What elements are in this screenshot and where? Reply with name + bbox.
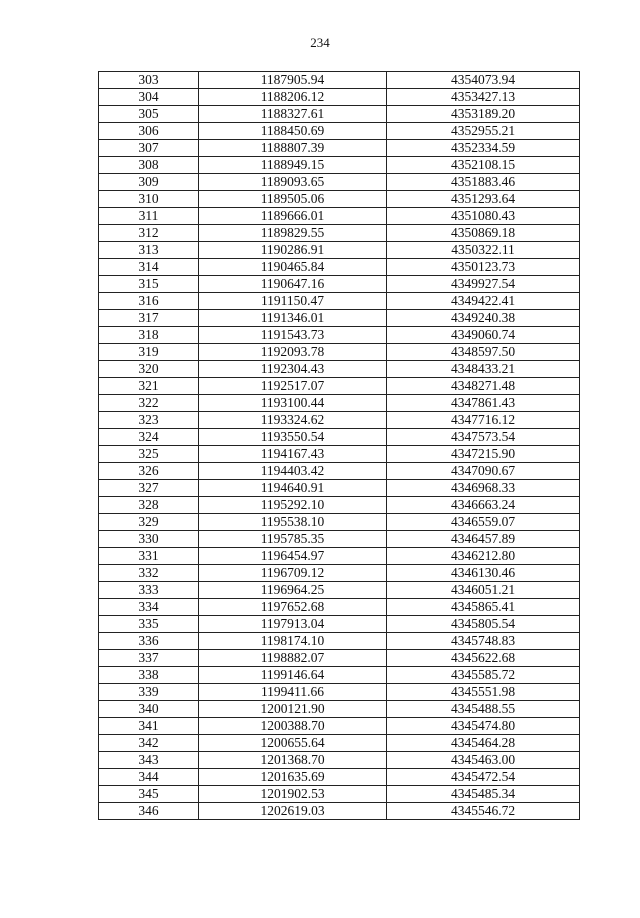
x-coordinate-cell: 1202619.03 bbox=[199, 803, 387, 820]
x-coordinate-cell: 1197913.04 bbox=[199, 616, 387, 633]
x-coordinate-cell: 1188206.12 bbox=[199, 89, 387, 106]
table-row bbox=[99, 106, 580, 123]
y-coordinate-cell: 4345488.55 bbox=[387, 701, 580, 718]
point-number-cell: 329 bbox=[99, 514, 199, 531]
y-coordinate-cell: 4345474.80 bbox=[387, 718, 580, 735]
x-coordinate-cell: 1195785.35 bbox=[199, 531, 387, 548]
y-coordinate-cell: 4354073.94 bbox=[387, 72, 580, 89]
y-coordinate-cell: 4345463.00 bbox=[387, 752, 580, 769]
table-row bbox=[99, 344, 580, 361]
point-number-cell: 315 bbox=[99, 276, 199, 293]
point-number-cell: 321 bbox=[99, 378, 199, 395]
x-coordinate-cell: 1190647.16 bbox=[199, 276, 387, 293]
y-coordinate-cell: 4346457.89 bbox=[387, 531, 580, 548]
y-coordinate-cell: 4352108.15 bbox=[387, 157, 580, 174]
table-row bbox=[99, 548, 580, 565]
table-row bbox=[99, 361, 580, 378]
point-number-cell: 319 bbox=[99, 344, 199, 361]
table-row bbox=[99, 633, 580, 650]
x-coordinate-cell: 1191543.73 bbox=[199, 327, 387, 344]
y-coordinate-cell: 4353189.20 bbox=[387, 106, 580, 123]
point-number-cell: 325 bbox=[99, 446, 199, 463]
table-row bbox=[99, 259, 580, 276]
y-coordinate-cell: 4348433.21 bbox=[387, 361, 580, 378]
point-number-cell: 313 bbox=[99, 242, 199, 259]
x-coordinate-cell: 1188327.61 bbox=[199, 106, 387, 123]
table-row bbox=[99, 140, 580, 157]
y-coordinate-cell: 4347215.90 bbox=[387, 446, 580, 463]
y-coordinate-cell: 4345865.41 bbox=[387, 599, 580, 616]
point-number-cell: 322 bbox=[99, 395, 199, 412]
y-coordinate-cell: 4346130.46 bbox=[387, 565, 580, 582]
x-coordinate-cell: 1194403.42 bbox=[199, 463, 387, 480]
x-coordinate-cell: 1195292.10 bbox=[199, 497, 387, 514]
x-coordinate-cell: 1200121.90 bbox=[199, 701, 387, 718]
table-row bbox=[99, 616, 580, 633]
point-number-cell: 311 bbox=[99, 208, 199, 225]
point-number-cell: 318 bbox=[99, 327, 199, 344]
x-coordinate-cell: 1192517.07 bbox=[199, 378, 387, 395]
point-number-cell: 341 bbox=[99, 718, 199, 735]
point-number-cell: 338 bbox=[99, 667, 199, 684]
y-coordinate-cell: 4345546.72 bbox=[387, 803, 580, 820]
y-coordinate-cell: 4346968.33 bbox=[387, 480, 580, 497]
x-coordinate-cell: 1193100.44 bbox=[199, 395, 387, 412]
point-number-cell: 339 bbox=[99, 684, 199, 701]
table-row bbox=[99, 123, 580, 140]
point-number-cell: 331 bbox=[99, 548, 199, 565]
y-coordinate-cell: 4351883.46 bbox=[387, 174, 580, 191]
table-row bbox=[99, 72, 580, 89]
point-number-cell: 340 bbox=[99, 701, 199, 718]
table-row bbox=[99, 412, 580, 429]
table-row bbox=[99, 225, 580, 242]
x-coordinate-cell: 1194167.43 bbox=[199, 446, 387, 463]
y-coordinate-cell: 4345485.34 bbox=[387, 786, 580, 803]
point-number-cell: 309 bbox=[99, 174, 199, 191]
table-row bbox=[99, 446, 580, 463]
table-row bbox=[99, 565, 580, 582]
y-coordinate-cell: 4346559.07 bbox=[387, 514, 580, 531]
table-row bbox=[99, 752, 580, 769]
point-number-cell: 345 bbox=[99, 786, 199, 803]
x-coordinate-cell: 1195538.10 bbox=[199, 514, 387, 531]
table-row bbox=[99, 735, 580, 752]
x-coordinate-cell: 1199146.64 bbox=[199, 667, 387, 684]
y-coordinate-cell: 4345622.68 bbox=[387, 650, 580, 667]
table-row bbox=[99, 327, 580, 344]
x-coordinate-cell: 1198882.07 bbox=[199, 650, 387, 667]
y-coordinate-cell: 4346663.24 bbox=[387, 497, 580, 514]
point-number-cell: 306 bbox=[99, 123, 199, 140]
y-coordinate-cell: 4348597.50 bbox=[387, 344, 580, 361]
coordinate-table bbox=[98, 71, 580, 820]
point-number-cell: 308 bbox=[99, 157, 199, 174]
y-coordinate-cell: 4350123.73 bbox=[387, 259, 580, 276]
point-number-cell: 330 bbox=[99, 531, 199, 548]
table-row bbox=[99, 701, 580, 718]
table-row bbox=[99, 463, 580, 480]
x-coordinate-cell: 1196964.25 bbox=[199, 582, 387, 599]
y-coordinate-cell: 4345805.54 bbox=[387, 616, 580, 633]
point-number-cell: 336 bbox=[99, 633, 199, 650]
table-body bbox=[99, 72, 580, 820]
table-row bbox=[99, 718, 580, 735]
point-number-cell: 342 bbox=[99, 735, 199, 752]
table-row bbox=[99, 429, 580, 446]
table-row bbox=[99, 582, 580, 599]
y-coordinate-cell: 4347090.67 bbox=[387, 463, 580, 480]
table-row bbox=[99, 803, 580, 820]
x-coordinate-cell: 1189829.55 bbox=[199, 225, 387, 242]
x-coordinate-cell: 1199411.66 bbox=[199, 684, 387, 701]
y-coordinate-cell: 4350869.18 bbox=[387, 225, 580, 242]
point-number-cell: 346 bbox=[99, 803, 199, 820]
table-row bbox=[99, 480, 580, 497]
point-number-cell: 333 bbox=[99, 582, 199, 599]
table-row bbox=[99, 89, 580, 106]
point-number-cell: 335 bbox=[99, 616, 199, 633]
table-row bbox=[99, 242, 580, 259]
x-coordinate-cell: 1196709.12 bbox=[199, 565, 387, 582]
table-row bbox=[99, 378, 580, 395]
point-number-cell: 314 bbox=[99, 259, 199, 276]
x-coordinate-cell: 1190465.84 bbox=[199, 259, 387, 276]
table-row bbox=[99, 531, 580, 548]
x-coordinate-cell: 1191150.47 bbox=[199, 293, 387, 310]
point-number-cell: 307 bbox=[99, 140, 199, 157]
table-row bbox=[99, 310, 580, 327]
x-coordinate-cell: 1190286.91 bbox=[199, 242, 387, 259]
y-coordinate-cell: 4350322.11 bbox=[387, 242, 580, 259]
y-coordinate-cell: 4346212.80 bbox=[387, 548, 580, 565]
y-coordinate-cell: 4351080.43 bbox=[387, 208, 580, 225]
point-number-cell: 326 bbox=[99, 463, 199, 480]
table-row bbox=[99, 769, 580, 786]
x-coordinate-cell: 1187905.94 bbox=[199, 72, 387, 89]
table-row bbox=[99, 191, 580, 208]
x-coordinate-cell: 1201635.69 bbox=[199, 769, 387, 786]
table-row bbox=[99, 497, 580, 514]
x-coordinate-cell: 1188450.69 bbox=[199, 123, 387, 140]
x-coordinate-cell: 1201902.53 bbox=[199, 786, 387, 803]
point-number-cell: 310 bbox=[99, 191, 199, 208]
x-coordinate-cell: 1192304.43 bbox=[199, 361, 387, 378]
table-row bbox=[99, 514, 580, 531]
point-number-cell: 305 bbox=[99, 106, 199, 123]
x-coordinate-cell: 1189666.01 bbox=[199, 208, 387, 225]
x-coordinate-cell: 1189093.65 bbox=[199, 174, 387, 191]
point-number-cell: 317 bbox=[99, 310, 199, 327]
y-coordinate-cell: 4345585.72 bbox=[387, 667, 580, 684]
table-row bbox=[99, 174, 580, 191]
y-coordinate-cell: 4349927.54 bbox=[387, 276, 580, 293]
table-row bbox=[99, 650, 580, 667]
y-coordinate-cell: 4347861.43 bbox=[387, 395, 580, 412]
y-coordinate-cell: 4346051.21 bbox=[387, 582, 580, 599]
y-coordinate-cell: 4352955.21 bbox=[387, 123, 580, 140]
point-number-cell: 304 bbox=[99, 89, 199, 106]
x-coordinate-cell: 1188807.39 bbox=[199, 140, 387, 157]
table-row bbox=[99, 395, 580, 412]
y-coordinate-cell: 4345472.54 bbox=[387, 769, 580, 786]
table-row bbox=[99, 208, 580, 225]
point-number-cell: 327 bbox=[99, 480, 199, 497]
y-coordinate-cell: 4347716.12 bbox=[387, 412, 580, 429]
point-number-cell: 328 bbox=[99, 497, 199, 514]
point-number-cell: 324 bbox=[99, 429, 199, 446]
point-number-cell: 344 bbox=[99, 769, 199, 786]
point-number-cell: 343 bbox=[99, 752, 199, 769]
point-number-cell: 303 bbox=[99, 72, 199, 89]
point-number-cell: 337 bbox=[99, 650, 199, 667]
x-coordinate-cell: 1192093.78 bbox=[199, 344, 387, 361]
table-row bbox=[99, 684, 580, 701]
page-number: 234 bbox=[310, 35, 330, 50]
table-row bbox=[99, 786, 580, 803]
x-coordinate-cell: 1196454.97 bbox=[199, 548, 387, 565]
table-row bbox=[99, 599, 580, 616]
x-coordinate-cell: 1193324.62 bbox=[199, 412, 387, 429]
x-coordinate-cell: 1191346.01 bbox=[199, 310, 387, 327]
y-coordinate-cell: 4347573.54 bbox=[387, 429, 580, 446]
x-coordinate-cell: 1197652.68 bbox=[199, 599, 387, 616]
table-row bbox=[99, 293, 580, 310]
y-coordinate-cell: 4352334.59 bbox=[387, 140, 580, 157]
x-coordinate-cell: 1201368.70 bbox=[199, 752, 387, 769]
x-coordinate-cell: 1189505.06 bbox=[199, 191, 387, 208]
point-number-cell: 312 bbox=[99, 225, 199, 242]
y-coordinate-cell: 4345551.98 bbox=[387, 684, 580, 701]
x-coordinate-cell: 1200655.64 bbox=[199, 735, 387, 752]
x-coordinate-cell: 1194640.91 bbox=[199, 480, 387, 497]
table-row bbox=[99, 667, 580, 684]
y-coordinate-cell: 4349422.41 bbox=[387, 293, 580, 310]
y-coordinate-cell: 4351293.64 bbox=[387, 191, 580, 208]
point-number-cell: 332 bbox=[99, 565, 199, 582]
y-coordinate-cell: 4348271.48 bbox=[387, 378, 580, 395]
point-number-cell: 334 bbox=[99, 599, 199, 616]
table-row bbox=[99, 157, 580, 174]
y-coordinate-cell: 4353427.13 bbox=[387, 89, 580, 106]
y-coordinate-cell: 4349060.74 bbox=[387, 327, 580, 344]
point-number-cell: 316 bbox=[99, 293, 199, 310]
y-coordinate-cell: 4349240.38 bbox=[387, 310, 580, 327]
x-coordinate-cell: 1200388.70 bbox=[199, 718, 387, 735]
y-coordinate-cell: 4345748.83 bbox=[387, 633, 580, 650]
point-number-cell: 320 bbox=[99, 361, 199, 378]
x-coordinate-cell: 1188949.15 bbox=[199, 157, 387, 174]
point-number-cell: 323 bbox=[99, 412, 199, 429]
x-coordinate-cell: 1193550.54 bbox=[199, 429, 387, 446]
x-coordinate-cell: 1198174.10 bbox=[199, 633, 387, 650]
table-row bbox=[99, 276, 580, 293]
y-coordinate-cell: 4345464.28 bbox=[387, 735, 580, 752]
